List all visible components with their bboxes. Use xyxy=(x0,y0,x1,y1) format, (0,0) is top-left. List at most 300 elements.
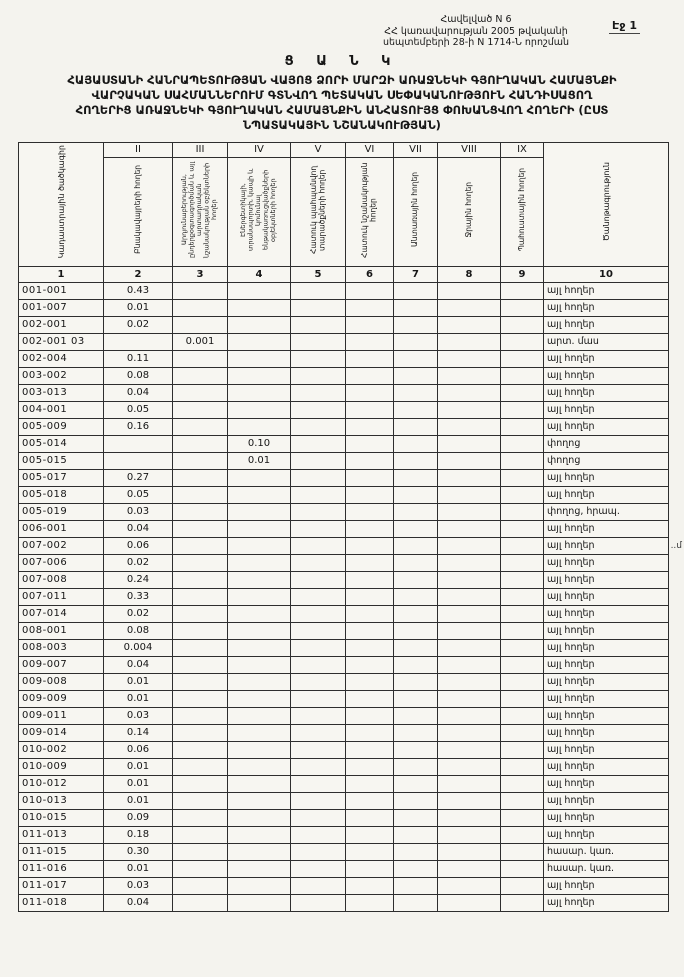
row-code-cell: 007-014 xyxy=(19,605,104,622)
row-code-cell: 005-017 xyxy=(19,469,104,486)
row-empty-cell xyxy=(173,316,228,333)
row-empty-cell xyxy=(501,418,544,435)
row-empty-cell xyxy=(501,554,544,571)
table-row xyxy=(19,809,669,826)
row-note-cell: արտ. մաս xyxy=(544,333,669,350)
row-empty-cell xyxy=(291,418,346,435)
roman-numeral-IX: IX xyxy=(501,142,544,157)
row-code-cell: 005-019 xyxy=(19,503,104,520)
row-empty-cell xyxy=(501,401,544,418)
row-code-cell: 004-001 xyxy=(19,401,104,418)
table-row xyxy=(19,605,669,622)
row-empty-cell xyxy=(501,707,544,724)
row-empty-cell xyxy=(173,299,228,316)
row-empty-cell xyxy=(346,367,394,384)
row-empty-cell xyxy=(291,367,346,384)
row-empty-cell xyxy=(394,537,438,554)
row-value-cell: 0.24 xyxy=(104,571,173,588)
row-empty-cell xyxy=(228,367,291,384)
row-note-cell: այլ հողեր xyxy=(544,775,669,792)
row-empty-cell xyxy=(228,401,291,418)
row-value-cell: 0.05 xyxy=(104,401,173,418)
row-note-cell: այլ հողեր xyxy=(544,707,669,724)
row-code-cell: 002-001 xyxy=(19,316,104,333)
row-code-cell: 005-014 xyxy=(19,435,104,452)
row-empty-cell xyxy=(228,843,291,860)
row-empty-cell xyxy=(346,588,394,605)
row-value-cell: 0.01 xyxy=(104,775,173,792)
row-note-cell: այլ հողեր xyxy=(544,418,669,435)
row-empty-cell xyxy=(501,724,544,741)
row-empty-cell xyxy=(346,894,394,911)
row-empty-cell xyxy=(291,877,346,894)
row-empty-cell xyxy=(228,316,291,333)
row-code-cell: 005-018 xyxy=(19,486,104,503)
column-number-1: 1 xyxy=(19,266,104,282)
row-empty-cell xyxy=(501,639,544,656)
row-empty-cell xyxy=(173,588,228,605)
roman-numeral-II: II xyxy=(104,142,173,157)
row-empty-cell xyxy=(228,860,291,877)
table-row xyxy=(19,316,669,333)
row-empty-cell xyxy=(291,605,346,622)
row-empty-cell xyxy=(346,605,394,622)
table-row xyxy=(19,894,669,911)
row-empty-cell xyxy=(438,758,501,775)
row-empty-cell xyxy=(173,724,228,741)
row-empty-cell xyxy=(501,843,544,860)
row-empty-cell xyxy=(438,741,501,758)
row-code-cell: 010-013 xyxy=(19,792,104,809)
row-code-cell: 003-002 xyxy=(19,367,104,384)
row-empty-cell xyxy=(394,384,438,401)
row-empty-cell xyxy=(173,656,228,673)
row-note-cell: այլ հողեր xyxy=(544,486,669,503)
row-note-cell: այլ հողեր xyxy=(544,673,669,690)
row-empty-cell xyxy=(228,877,291,894)
row-note-cell: այլ հողեր xyxy=(544,282,669,299)
row-empty-cell xyxy=(291,843,346,860)
table-row xyxy=(19,758,669,775)
row-empty-cell xyxy=(173,690,228,707)
row-empty-cell xyxy=(394,588,438,605)
rotated-col-header-label: Հատուկ նշանակության հողեր xyxy=(360,161,378,258)
row-empty-cell xyxy=(438,673,501,690)
column-number-9: 9 xyxy=(501,266,544,282)
row-empty-cell xyxy=(291,639,346,656)
row-value-cell: 0.05 xyxy=(104,486,173,503)
row-empty-cell xyxy=(291,588,346,605)
rotated-col-header-label: Բնակավայրերի հողեր xyxy=(132,165,142,254)
rotated-col-header xyxy=(394,157,438,266)
row-empty-cell xyxy=(501,469,544,486)
rotated-col-header-label: Պահուստային հողեր xyxy=(516,167,526,252)
row-empty-cell xyxy=(438,367,501,384)
row-empty-cell xyxy=(291,809,346,826)
row-empty-cell xyxy=(173,792,228,809)
row-note-cell: փողոց, հրապ. xyxy=(544,503,669,520)
table-row xyxy=(19,554,669,571)
rotated-col-header-label: Արդյունաբերության, ընդերքօգտագործման և այլ արտադրական նշանակության օբյեկտների հողեր xyxy=(180,161,219,258)
row-empty-cell xyxy=(501,282,544,299)
row-empty-cell xyxy=(501,316,544,333)
row-empty-cell xyxy=(173,673,228,690)
table-row xyxy=(19,656,669,673)
row-empty-cell xyxy=(501,656,544,673)
row-empty-cell xyxy=(438,401,501,418)
row-empty-cell xyxy=(394,741,438,758)
row-code-cell: 007-002 xyxy=(19,537,104,554)
handwritten-margin-mark: ..մ xyxy=(670,541,682,551)
row-empty-cell xyxy=(291,520,346,537)
appendix-line-3: սեպտեմբերի 28-ի N 1714-Ն որոշման xyxy=(382,37,570,48)
row-value-cell: 0.004 xyxy=(104,639,173,656)
row-empty-cell xyxy=(438,894,501,911)
row-empty-cell xyxy=(346,758,394,775)
row-note-cell: այլ հողեր xyxy=(544,588,669,605)
row-value-cell: 0.10 xyxy=(228,435,291,452)
row-empty-cell xyxy=(438,520,501,537)
row-empty-cell xyxy=(346,707,394,724)
table-row xyxy=(19,707,669,724)
row-note-cell: այլ հողեր xyxy=(544,537,669,554)
row-empty-cell xyxy=(438,843,501,860)
row-empty-cell xyxy=(438,418,501,435)
row-empty-cell xyxy=(501,605,544,622)
row-empty-cell xyxy=(228,520,291,537)
table-row xyxy=(19,537,669,554)
document-title-line-3: ՀՈՂԵՐԻՑ ԱՌԱՋՆԵԿԻ ԳՅՈՒՂԱԿԱՆ ՀԱՄԱՅՆՔԻՆ ԱՆՀԱՏՈՒՅՑ ՓՈԽԱՆՑՎՈՂ ՀՈՂԵՐԻ (ԸՍՏ xyxy=(75,102,609,117)
row-empty-cell xyxy=(228,282,291,299)
row-note-cell: այլ հողեր xyxy=(544,316,669,333)
row-empty-cell xyxy=(291,826,346,843)
row-note-cell: այլ հողեր xyxy=(544,792,669,809)
row-empty-cell xyxy=(394,622,438,639)
row-empty-cell xyxy=(438,537,501,554)
table-row xyxy=(19,792,669,809)
row-empty-cell xyxy=(501,877,544,894)
row-empty-cell xyxy=(346,384,394,401)
col-header-note xyxy=(544,142,669,266)
row-empty-cell xyxy=(438,350,501,367)
row-empty-cell xyxy=(438,469,501,486)
row-empty-cell xyxy=(228,554,291,571)
row-empty-cell xyxy=(228,792,291,809)
row-empty-cell xyxy=(173,826,228,843)
document-title-line-2: ՎԱՐՉԱԿԱՆ ՍԱՀՄԱՆՆԵՐՈՒՄ ԳՏՆՎՈՂ ՊԵՏԱԿԱՆ ՍԵՓԱԿԱՆՈՒԹՅՈՒՆ ՀԱՆԴԻՍԱՑՈՂ xyxy=(91,87,593,102)
row-value-cell: 0.43 xyxy=(104,282,173,299)
row-empty-cell xyxy=(228,775,291,792)
row-empty-cell xyxy=(291,690,346,707)
row-empty-cell xyxy=(291,707,346,724)
row-value-cell: 0.06 xyxy=(104,741,173,758)
row-empty-cell xyxy=(438,316,501,333)
row-empty-cell xyxy=(501,520,544,537)
row-empty-cell xyxy=(346,469,394,486)
row-empty-cell xyxy=(438,809,501,826)
row-code-cell: 009-014 xyxy=(19,724,104,741)
row-empty-cell xyxy=(228,758,291,775)
row-value-cell: 0.04 xyxy=(104,894,173,911)
roman-numeral-V: V xyxy=(291,142,346,157)
row-empty-cell xyxy=(173,418,228,435)
row-code-cell: 007-011 xyxy=(19,588,104,605)
col-header-cadastral-code xyxy=(19,142,104,266)
row-code-cell: 009-008 xyxy=(19,673,104,690)
column-number-2: 2 xyxy=(104,266,173,282)
row-empty-cell xyxy=(438,639,501,656)
row-empty-cell xyxy=(501,588,544,605)
row-empty-cell xyxy=(346,622,394,639)
row-empty-cell xyxy=(501,299,544,316)
row-empty-cell xyxy=(501,775,544,792)
row-empty-cell xyxy=(394,809,438,826)
roman-numeral-VII: VII xyxy=(394,142,438,157)
row-empty-cell xyxy=(346,690,394,707)
land-table xyxy=(18,142,669,912)
row-empty-cell xyxy=(394,605,438,622)
row-empty-cell xyxy=(228,350,291,367)
table-row xyxy=(19,775,669,792)
row-code-cell: 008-001 xyxy=(19,622,104,639)
column-number-5: 5 xyxy=(291,266,346,282)
row-empty-cell xyxy=(346,299,394,316)
row-empty-cell xyxy=(394,673,438,690)
row-empty-cell xyxy=(346,843,394,860)
rotated-col-header xyxy=(291,157,346,266)
rotated-col-header-label: Էներգետիկայի, տրանսպորտի, կապի և կոմունալ ենթակառուցվածքների օբյեկտների հողեր xyxy=(239,168,278,251)
row-empty-cell xyxy=(228,639,291,656)
row-empty-cell xyxy=(346,350,394,367)
row-empty-cell xyxy=(438,877,501,894)
table-row xyxy=(19,282,669,299)
row-empty-cell xyxy=(291,333,346,350)
row-empty-cell xyxy=(394,435,438,452)
table-row xyxy=(19,843,669,860)
table-row xyxy=(19,469,669,486)
row-empty-cell xyxy=(501,350,544,367)
row-empty-cell xyxy=(394,724,438,741)
row-empty-cell xyxy=(291,299,346,316)
table-row xyxy=(19,690,669,707)
row-value-cell: 0.01 xyxy=(104,860,173,877)
row-value-cell: 0.33 xyxy=(104,588,173,605)
row-empty-cell xyxy=(228,826,291,843)
row-empty-cell xyxy=(394,707,438,724)
row-empty-cell xyxy=(438,826,501,843)
row-empty-cell xyxy=(173,894,228,911)
row-note-cell: այլ հողեր xyxy=(544,741,669,758)
row-empty-cell xyxy=(394,486,438,503)
table-row xyxy=(19,826,669,843)
row-value-cell: 0.02 xyxy=(104,605,173,622)
row-note-cell: այլ հողեր xyxy=(544,724,669,741)
row-code-cell: 010-009 xyxy=(19,758,104,775)
row-value-cell: 0.18 xyxy=(104,826,173,843)
header-roman-row xyxy=(19,142,669,157)
row-empty-cell xyxy=(438,588,501,605)
row-empty-cell xyxy=(346,435,394,452)
document-title-line-4: ՆՊԱՏԱԿԱՅԻՆ ՆՇԱՆԱԿՈՒԹՅԱՆ) xyxy=(243,117,441,132)
table-row xyxy=(19,571,669,588)
row-empty-cell xyxy=(346,418,394,435)
row-empty-cell xyxy=(501,673,544,690)
row-empty-cell xyxy=(346,724,394,741)
row-code-cell: 005-009 xyxy=(19,418,104,435)
row-note-cell: փողոց xyxy=(544,452,669,469)
row-empty-cell xyxy=(501,826,544,843)
row-empty-cell xyxy=(394,452,438,469)
column-number-8: 8 xyxy=(438,266,501,282)
row-note-cell: հասար. կառ. xyxy=(544,843,669,860)
row-empty-cell xyxy=(438,486,501,503)
row-value-cell: 0.03 xyxy=(104,707,173,724)
row-empty-cell xyxy=(173,605,228,622)
document-title-line-1: ՀԱՅԱՍՏԱՆԻ ՀԱՆՐԱՊԵՏՈՒԹՅԱՆ ՎԱՅՈՑ ՁՈՐԻ ՄԱՐԶԻ ԱՌԱՋՆԵԿԻ ԳՅՈՒՂԱԿԱՆ ՀԱՄԱՅՆՔԻ xyxy=(67,72,617,87)
row-note-cell: այլ հողեր xyxy=(544,350,669,367)
row-empty-cell xyxy=(173,843,228,860)
row-empty-cell xyxy=(438,707,501,724)
row-empty-cell xyxy=(291,350,346,367)
table-row xyxy=(19,299,669,316)
row-empty-cell xyxy=(173,554,228,571)
row-empty-cell xyxy=(346,741,394,758)
table-row xyxy=(19,435,669,452)
row-empty-cell xyxy=(173,758,228,775)
row-empty-cell xyxy=(346,673,394,690)
row-value-cell: 0.14 xyxy=(104,724,173,741)
row-empty-cell xyxy=(438,605,501,622)
table-row xyxy=(19,384,669,401)
row-empty-cell xyxy=(173,350,228,367)
row-note-cell: այլ հողեր xyxy=(544,520,669,537)
row-empty-cell xyxy=(346,401,394,418)
row-value-cell: 0.30 xyxy=(104,843,173,860)
row-empty-cell xyxy=(346,537,394,554)
list-heading: Ց Ա Ն Կ xyxy=(284,53,400,69)
row-empty-cell xyxy=(104,333,173,350)
row-empty-cell xyxy=(291,452,346,469)
table-row xyxy=(19,503,669,520)
row-empty-cell xyxy=(228,673,291,690)
row-empty-cell xyxy=(438,554,501,571)
row-empty-cell xyxy=(291,673,346,690)
row-empty-cell xyxy=(173,877,228,894)
row-empty-cell xyxy=(501,452,544,469)
row-empty-cell xyxy=(291,435,346,452)
row-empty-cell xyxy=(228,486,291,503)
row-empty-cell xyxy=(104,435,173,452)
row-note-cell: այլ հողեր xyxy=(544,809,669,826)
table-row xyxy=(19,452,669,469)
row-empty-cell xyxy=(438,724,501,741)
row-empty-cell xyxy=(394,333,438,350)
row-empty-cell xyxy=(291,758,346,775)
row-empty-cell xyxy=(228,537,291,554)
row-empty-cell xyxy=(228,571,291,588)
row-empty-cell xyxy=(438,299,501,316)
row-empty-cell xyxy=(228,469,291,486)
row-value-cell: 0.03 xyxy=(104,877,173,894)
row-empty-cell xyxy=(228,605,291,622)
row-empty-cell xyxy=(394,894,438,911)
table-row xyxy=(19,520,669,537)
row-empty-cell xyxy=(291,384,346,401)
row-value-cell: 0.09 xyxy=(104,809,173,826)
rotated-col-header xyxy=(228,157,291,266)
rotated-col-header xyxy=(173,157,228,266)
row-code-cell: 010-012 xyxy=(19,775,104,792)
document-title xyxy=(14,73,670,133)
row-note-cell: այլ հողեր xyxy=(544,554,669,571)
row-value-cell: 0.01 xyxy=(228,452,291,469)
table-row xyxy=(19,639,669,656)
row-empty-cell xyxy=(346,520,394,537)
row-empty-cell xyxy=(228,622,291,639)
table-row xyxy=(19,741,669,758)
appendix-line-2: ՀՀ կառավարության 2005 թվականի xyxy=(384,25,568,37)
row-empty-cell xyxy=(173,469,228,486)
col-header-cadastral-code-label: Կադաստրային ծածկագիր xyxy=(56,145,66,259)
row-empty-cell xyxy=(173,384,228,401)
row-empty-cell xyxy=(104,452,173,469)
row-value-cell: 0.04 xyxy=(104,520,173,537)
row-note-cell: այլ հողեր xyxy=(544,877,669,894)
table-row xyxy=(19,350,669,367)
row-note-cell: այլ հողեր xyxy=(544,384,669,401)
row-code-cell: 009-009 xyxy=(19,690,104,707)
row-code-cell: 007-006 xyxy=(19,554,104,571)
row-code-cell: 009-011 xyxy=(19,707,104,724)
row-empty-cell xyxy=(173,537,228,554)
roman-numeral-III: III xyxy=(173,142,228,157)
row-value-cell: 0.06 xyxy=(104,537,173,554)
row-empty-cell xyxy=(173,622,228,639)
row-empty-cell xyxy=(173,571,228,588)
row-value-cell: 0.01 xyxy=(104,792,173,809)
row-empty-cell xyxy=(346,775,394,792)
row-empty-cell xyxy=(173,282,228,299)
row-empty-cell xyxy=(173,452,228,469)
row-empty-cell xyxy=(394,469,438,486)
row-empty-cell xyxy=(394,571,438,588)
row-code-cell: 011-013 xyxy=(19,826,104,843)
row-empty-cell xyxy=(173,639,228,656)
row-code-cell: 005-015 xyxy=(19,452,104,469)
row-note-cell: այլ հողեր xyxy=(544,690,669,707)
header-number-row xyxy=(19,266,669,282)
row-value-cell: 0.001 xyxy=(173,333,228,350)
row-empty-cell xyxy=(394,877,438,894)
row-empty-cell xyxy=(501,384,544,401)
row-empty-cell xyxy=(438,775,501,792)
row-empty-cell xyxy=(291,282,346,299)
row-empty-cell xyxy=(228,503,291,520)
row-empty-cell xyxy=(394,775,438,792)
row-empty-cell xyxy=(346,877,394,894)
row-empty-cell xyxy=(501,571,544,588)
row-empty-cell xyxy=(394,860,438,877)
col-header-note-label: Ծանոթագրություն xyxy=(601,162,611,242)
row-code-cell: 002-001 03 xyxy=(19,333,104,350)
table-row xyxy=(19,588,669,605)
row-empty-cell xyxy=(438,333,501,350)
row-empty-cell xyxy=(228,418,291,435)
row-code-cell: 002-004 xyxy=(19,350,104,367)
roman-numeral-IV: IV xyxy=(228,142,291,157)
row-empty-cell xyxy=(346,656,394,673)
row-empty-cell xyxy=(394,758,438,775)
